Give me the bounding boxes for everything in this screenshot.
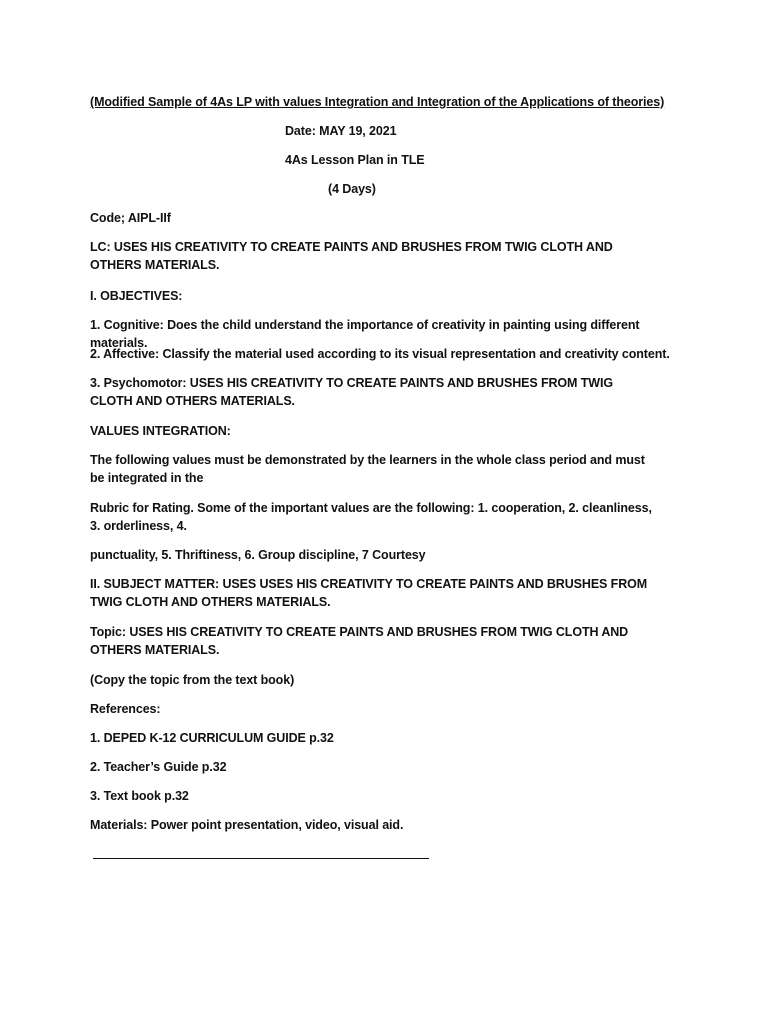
code-line: Code; AIPL-IIf: [90, 211, 171, 225]
objective-cognitive: 1. Cognitive: Does the child understand the importance of creativity in painting using different materials.: [90, 318, 640, 350]
date-line: Date: MAY 19, 2021: [285, 124, 397, 138]
objective-affective: 2. Affective: Classify the material used according to its visual representation and creativity content.: [90, 347, 670, 361]
values-paragraph-1: The following values must be demonstrated by the learners in the whole class period and must be integrated in the: [90, 453, 645, 485]
objectives-heading: I. OBJECTIVES:: [90, 289, 183, 303]
reference-item-2: 2. Teacher’s Guide p.32: [90, 760, 227, 774]
values-paragraph-2: Rubric for Rating. Some of the important values are the following: 1. cooperation, 2. cleanliness, 3. orderliness, 4.: [90, 501, 652, 533]
learning-competency: LC: USES HIS CREATIVITY TO CREATE PAINTS AND BRUSHES FROM TWIG CLOTH AND OTHERS MATERIALS.: [90, 240, 613, 272]
materials-line: Materials: Power point presentation, video, visual aid.: [90, 818, 404, 832]
reference-item-1: 1. DEPED K-12 CURRICULUM GUIDE p.32: [90, 731, 334, 745]
references-heading: References:: [90, 702, 161, 716]
document-title: (Modified Sample of 4As LP with values Integration and Integration of the Applications of theories): [90, 95, 665, 109]
separator-rule: [93, 858, 429, 859]
values-heading: VALUES INTEGRATION:: [90, 424, 231, 438]
lesson-plan-title: 4As Lesson Plan in TLE: [285, 153, 425, 167]
topic-line: Topic: USES HIS CREATIVITY TO CREATE PAINTS AND BRUSHES FROM TWIG CLOTH AND OTHERS MATERIALS.: [90, 625, 629, 657]
topic-note: (Copy the topic from the text book): [90, 673, 295, 687]
values-paragraph-3: punctuality, 5. Thriftiness, 6. Group discipline, 7 Courtesy: [90, 548, 426, 562]
duration-line: (4 Days): [328, 182, 376, 196]
subject-matter: II. SUBJECT MATTER: USES USES HIS CREATIVITY TO CREATE PAINTS AND BRUSHES FROM TWIG CLOTH AND OTHERS MATERIALS.: [90, 577, 648, 609]
reference-item-3: 3. Text book p.32: [90, 789, 189, 803]
objective-psychomotor: 3. Psychomotor: USES HIS CREATIVITY TO CREATE PAINTS AND BRUSHES FROM TWIG CLOTH AND OTHERS MATERIALS.: [90, 376, 613, 408]
